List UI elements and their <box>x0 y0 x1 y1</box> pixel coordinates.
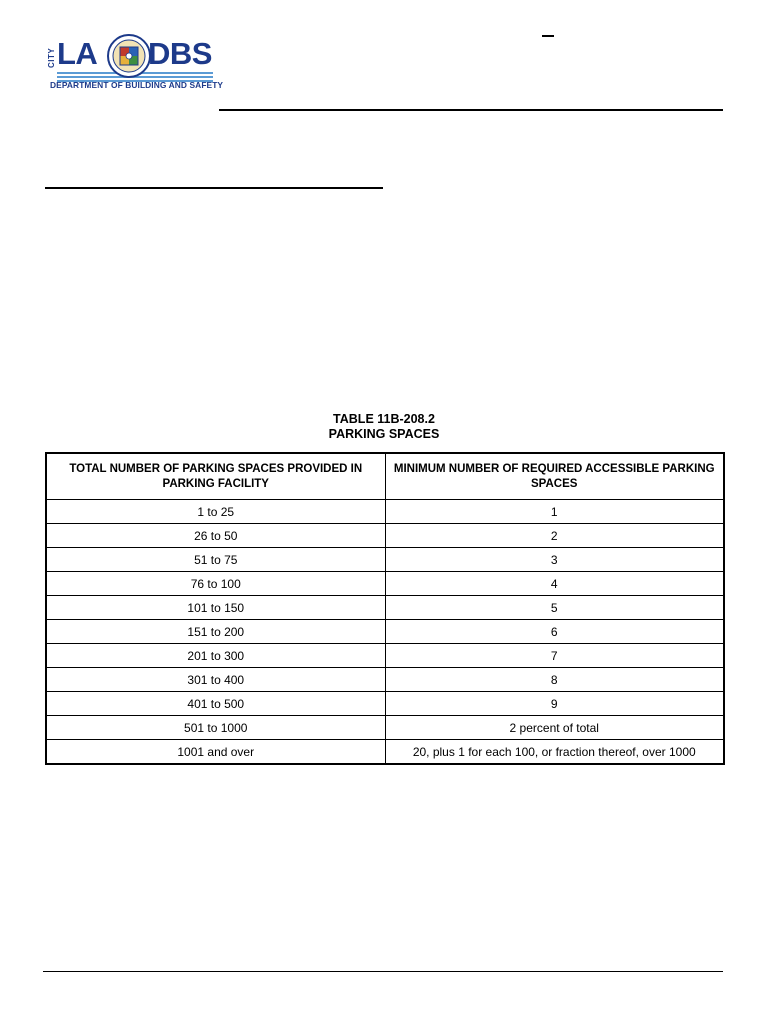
table-row <box>46 500 724 524</box>
table-header-row <box>46 453 724 500</box>
total-spaces-cell: 1 to 25 <box>46 500 385 524</box>
total-spaces-cell: 1001 and over <box>46 740 385 765</box>
header-rule <box>219 109 723 111</box>
accessible-spaces-cell: 6 <box>385 620 724 644</box>
table-row <box>46 716 724 740</box>
total-spaces-cell: 26 to 50 <box>46 524 385 548</box>
accessible-spaces-cell: 2 percent of total <box>385 716 724 740</box>
accessible-spaces-cell: 8 <box>385 668 724 692</box>
accessible-spaces-cell: 3 <box>385 548 724 572</box>
table-row <box>46 740 724 765</box>
logo-wordmark <box>47 34 213 78</box>
table-row <box>46 596 724 620</box>
header-dash <box>542 35 554 37</box>
parking-spaces-table <box>45 452 725 765</box>
table-title: PARKING SPACES <box>328 427 440 441</box>
accessible-spaces-cell: 9 <box>385 692 724 716</box>
table-row <box>46 668 724 692</box>
footer-rule <box>43 971 723 972</box>
accessible-spaces-cell: 4 <box>385 572 724 596</box>
subheading-rule <box>45 187 383 189</box>
table-row <box>46 524 724 548</box>
table-row <box>46 692 724 716</box>
column-header-total-spaces: TOTAL NUMBER OF PARKING SPACES PROVIDED IN PARKING FACILITY <box>46 453 385 500</box>
city-seal-icon <box>107 34 151 78</box>
accessible-spaces-cell: 20, plus 1 for each 100, or fraction thereof, over 1000 <box>385 740 724 765</box>
logo-city-text: CITY <box>47 47 56 68</box>
logo-la-text: LA <box>57 36 98 71</box>
accessible-spaces-cell: 5 <box>385 596 724 620</box>
accessible-spaces-cell: 1 <box>385 500 724 524</box>
column-header-accessible-spaces: MINIMUM NUMBER OF REQUIRED ACCESSIBLE PARKING SPACES <box>385 453 724 500</box>
accessible-spaces-cell: 2 <box>385 524 724 548</box>
table-row <box>46 572 724 596</box>
total-spaces-cell: 101 to 150 <box>46 596 385 620</box>
total-spaces-cell: 51 to 75 <box>46 548 385 572</box>
table-row <box>46 620 724 644</box>
logo-dbs-text: DBS <box>148 36 212 71</box>
total-spaces-cell: 401 to 500 <box>46 692 385 716</box>
total-spaces-cell: 151 to 200 <box>46 620 385 644</box>
logo-department-text: DEPARTMENT OF BUILDING AND SAFETY <box>50 80 224 90</box>
total-spaces-cell: 201 to 300 <box>46 644 385 668</box>
table-caption <box>45 412 723 442</box>
table-row <box>46 548 724 572</box>
table-number: TABLE 11B-208.2 <box>333 412 435 426</box>
table-row <box>46 644 724 668</box>
ladbs-logo <box>47 30 224 94</box>
total-spaces-cell: 501 to 1000 <box>46 716 385 740</box>
total-spaces-cell: 301 to 400 <box>46 668 385 692</box>
accessible-spaces-cell: 7 <box>385 644 724 668</box>
total-spaces-cell: 76 to 100 <box>46 572 385 596</box>
